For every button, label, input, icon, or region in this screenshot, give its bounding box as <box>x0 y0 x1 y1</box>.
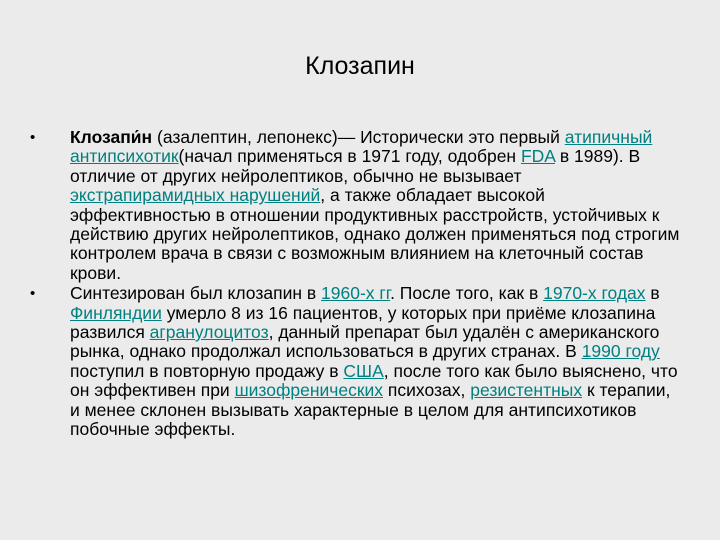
bullet-item-1 <box>30 128 680 283</box>
link-agranulocytosis[interactable]: агранулоцитоз <box>149 322 269 343</box>
link-finland[interactable]: Финляндии <box>70 302 162 323</box>
link-schizophrenic[interactable]: шизофренических <box>234 380 384 401</box>
link-atypical-antipsychotic[interactable]: атипичный антипсихотик <box>70 127 653 167</box>
link-1990[interactable]: 1990 году <box>581 341 660 362</box>
text: , данный препарат был удалён с американского рынка, однако продолжал использоваться в других странах. В <box>70 322 660 362</box>
link-1960s[interactable]: 1960-х гг <box>321 283 391 304</box>
text: (начал применяться в 1971 году, одобрен <box>178 146 521 167</box>
bullet-icon: • <box>30 285 36 303</box>
link-resistant[interactable]: резистентных <box>470 380 583 401</box>
text: к терапии, и менее склонен вызывать характерные в целом для антипсихотиков побочные эффекты. <box>70 380 671 440</box>
text: Синтезирован был клозапин в <box>70 283 322 304</box>
text: , после того как было выяснено, что он эффективен при <box>70 360 678 401</box>
link-1970s[interactable]: 1970-х годах <box>543 283 646 304</box>
text: в 1989). В отличие от других нейролептиков, обычно не вызывает <box>70 146 641 186</box>
link-extrapyramidal-disorders[interactable]: экстрапирамидных нарушений <box>70 185 321 206</box>
slide-title: Клозапин <box>305 52 415 80</box>
link-usa[interactable]: США <box>343 360 384 381</box>
text: , а также обладает высокой эффективностью в отношении продуктивных расстройств, устойчивых к действию других нейролептиков, однако должен применяться под строгим контролем врача в связи с возможным влиянием на клеточный состав крови. <box>70 185 680 283</box>
text: поступил в повторную продажу в <box>70 360 344 381</box>
text: психозах, <box>383 380 471 401</box>
text: в <box>645 283 660 304</box>
bullet-icon: • <box>30 129 36 146</box>
term-clozapine: Клозапи́н <box>70 127 153 147</box>
text: умерло 8 из 16 пациентов, у которых при приёме клозапина развился <box>70 302 656 343</box>
text: (азалептин, лепонекс)— Исторически это первый <box>152 127 565 147</box>
bullet-list <box>30 128 680 441</box>
text: . После того, как в <box>390 283 544 304</box>
link-fda[interactable]: FDA <box>520 146 556 167</box>
bullet-item-2 <box>30 284 680 439</box>
